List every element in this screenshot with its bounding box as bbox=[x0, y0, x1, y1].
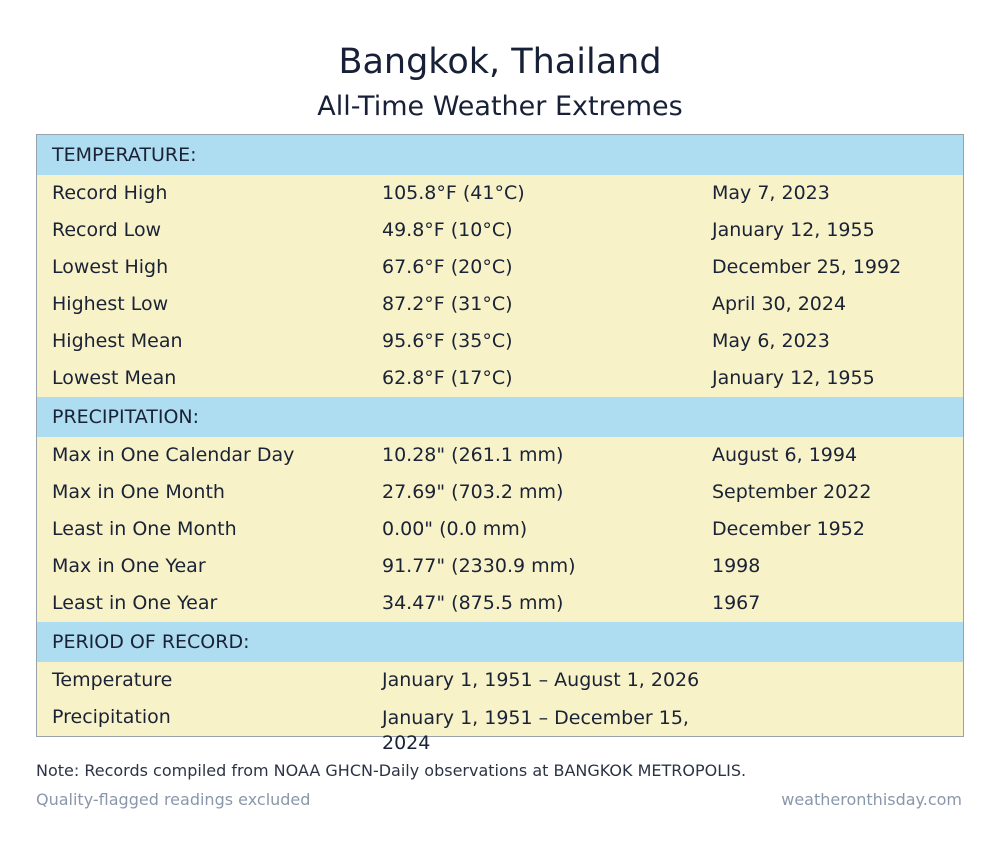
table-row bbox=[37, 474, 963, 511]
row-label: Record High bbox=[52, 182, 168, 204]
row-value: January 1, 1951 – August 1, 2026 bbox=[382, 669, 700, 691]
row-value: 49.8°F (10°C) bbox=[382, 219, 513, 241]
row-value: 67.6°F (20°C) bbox=[382, 256, 513, 278]
row-value: January 1, 1951 – December 15, 2024 bbox=[382, 707, 689, 754]
table-row bbox=[37, 323, 963, 360]
row-date: September 2022 bbox=[712, 481, 872, 503]
table-row bbox=[37, 175, 963, 212]
extremes-table bbox=[36, 134, 964, 754]
row-label: Least in One Year bbox=[52, 592, 218, 614]
row-label: Max in One Year bbox=[52, 555, 206, 577]
row-value: 95.6°F (35°C) bbox=[382, 330, 513, 352]
row-value: 27.69" (703.2 mm) bbox=[382, 481, 564, 503]
row-label: Temperature bbox=[52, 669, 173, 691]
row-value: 91.77" (2330.9 mm) bbox=[382, 555, 576, 577]
row-date: 1967 bbox=[712, 592, 761, 614]
table-row bbox=[37, 699, 963, 754]
row-label: Highest Mean bbox=[52, 330, 183, 352]
row-date: August 6, 1994 bbox=[712, 444, 858, 466]
footnote: Note: Records compiled from NOAA GHCN-Daily observations at BANGKOK METROPOLIS. bbox=[36, 761, 747, 780]
table-row bbox=[37, 212, 963, 249]
section-header-precipitation: PRECIPITATION: bbox=[37, 397, 963, 437]
table-row bbox=[37, 548, 963, 585]
row-value: 105.8°F (41°C) bbox=[382, 182, 525, 204]
row-label: Lowest High bbox=[52, 256, 169, 278]
table-row bbox=[37, 286, 963, 323]
row-value: 87.2°F (31°C) bbox=[382, 293, 513, 315]
row-date: May 7, 2023 bbox=[712, 182, 830, 204]
row-label: Record Low bbox=[52, 219, 162, 241]
row-date: January 12, 1955 bbox=[712, 367, 875, 389]
section-header-temperature: TEMPERATURE: bbox=[37, 135, 963, 175]
row-date: May 6, 2023 bbox=[712, 330, 830, 352]
row-value: 10.28" (261.1 mm) bbox=[382, 444, 564, 466]
row-value: 34.47" (875.5 mm) bbox=[382, 592, 564, 614]
quality-note: Quality-flagged readings excluded bbox=[36, 790, 311, 809]
row-value: 62.8°F (17°C) bbox=[382, 367, 513, 389]
row-label: Least in One Month bbox=[52, 518, 237, 540]
section-header-period: PERIOD OF RECORD: bbox=[37, 622, 963, 662]
table-row bbox=[37, 360, 963, 397]
row-date: December 25, 1992 bbox=[712, 256, 902, 278]
table-row bbox=[37, 511, 963, 548]
row-date: January 12, 1955 bbox=[712, 219, 875, 241]
site-credit: weatheronthisday.com bbox=[781, 790, 962, 809]
page-title: Bangkok, Thailand bbox=[338, 42, 662, 82]
row-label: Lowest Mean bbox=[52, 367, 177, 389]
row-date: April 30, 2024 bbox=[712, 293, 847, 315]
row-date: 1998 bbox=[712, 555, 761, 577]
table-row bbox=[37, 437, 963, 474]
row-label: Max in One Calendar Day bbox=[52, 444, 295, 466]
table-row bbox=[37, 585, 963, 622]
row-date: December 1952 bbox=[712, 518, 865, 540]
row-label: Precipitation bbox=[52, 706, 171, 728]
row-value: 0.00" (0.0 mm) bbox=[382, 518, 528, 540]
page-subtitle: All-Time Weather Extremes bbox=[317, 91, 683, 122]
table-row bbox=[37, 249, 963, 286]
row-label: Max in One Month bbox=[52, 481, 225, 503]
table-row bbox=[37, 662, 963, 699]
row-label: Highest Low bbox=[52, 293, 169, 315]
